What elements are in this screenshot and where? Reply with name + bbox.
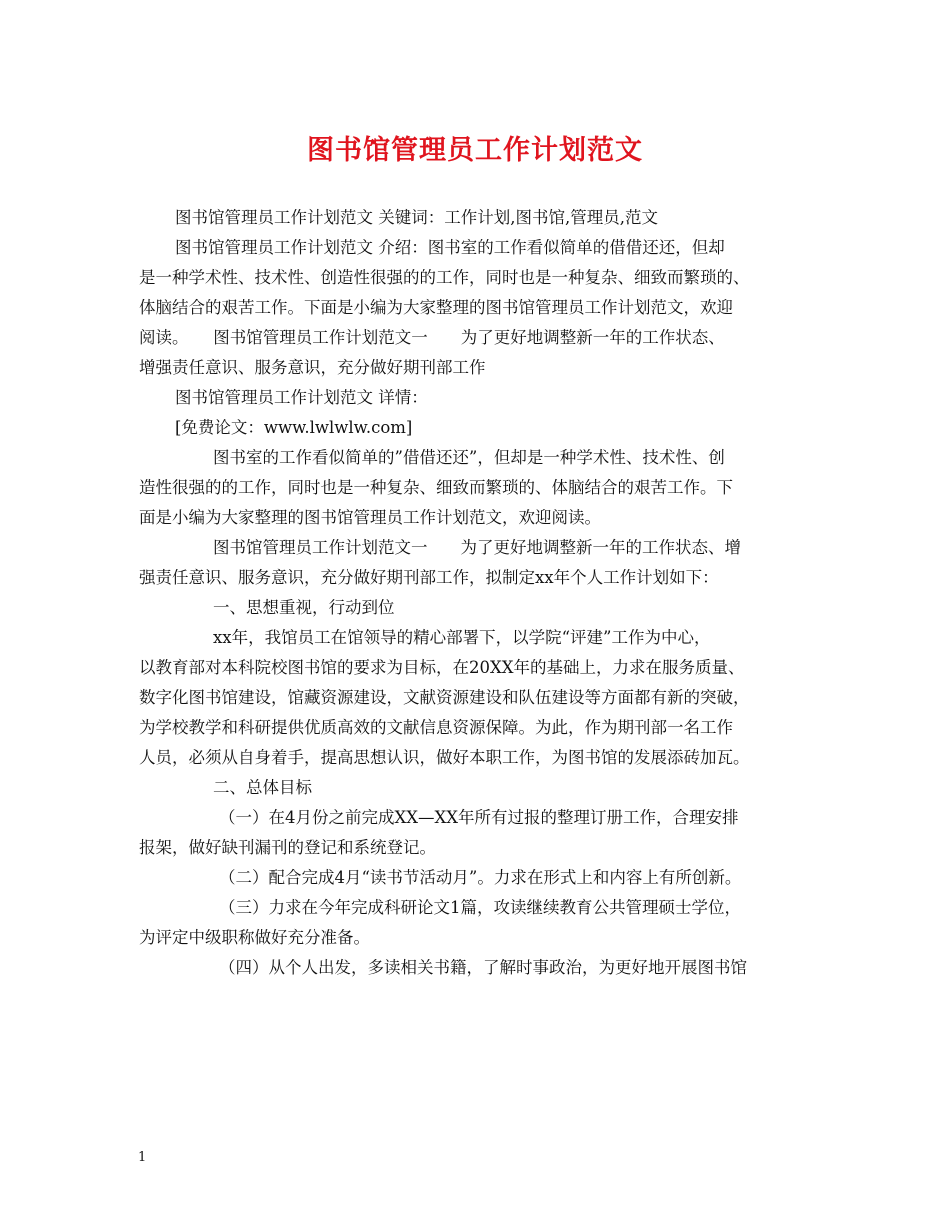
list-item: （一）在4月份之前完成XX—XX年所有过报的整理订册工作，合理安排 xyxy=(219,808,739,827)
section-heading: 二、总体目标 xyxy=(213,778,312,797)
section-heading: 一、思想重视，行动到位 xyxy=(213,598,395,617)
list-item: （二）配合完成4月“读书节活动月”。力求在形式上和内容上有所创新。 xyxy=(219,868,742,887)
body-line: xx年，我馆员工在馆领导的精心部署下，以学院“评建”工作为中心， xyxy=(213,628,711,647)
body-line: 数字化图书馆建设，馆藏资源建设，文献资源建设和队伍建设等方面都有新的突破， xyxy=(139,688,750,707)
list-item: （三）力求在今年完成科研论文1篇，攻读继续教育公共管理硕士学位， xyxy=(219,898,741,917)
document-body xyxy=(139,203,819,983)
keywords-line: 图书馆管理员工作计划范文 关键词：工作计划,图书馆,管理员,范文 xyxy=(175,208,658,227)
body-line: 以教育部对本科院校图书馆的要求为目标，在20XX年的基础上，力求在服务质量、 xyxy=(139,658,745,677)
body-line: 为评定中级职称做好充分准备。 xyxy=(139,928,370,947)
body-line: 为学校教学和科研提供优质高效的文献信息资源保障。为此，作为期刊部一名工作 xyxy=(139,718,733,737)
body-line: 体脑结合的艰苦工作。下面是小编为大家整理的图书馆管理员工作计划范文，欢迎 xyxy=(139,298,733,317)
body-line: 增强责任意识、服务意识，充分做好期刊部工作 xyxy=(139,358,486,377)
body-line: 强责任意识、服务意识，充分做好期刊部工作，拟制定xx年个人工作计划如下： xyxy=(139,568,719,587)
body-line: 面是小编为大家整理的图书馆管理员工作计划范文，欢迎阅读。 xyxy=(139,508,601,527)
page-number: 1 xyxy=(138,1150,147,1165)
body-line: 是一种学术性、技术性、创造性很强的的工作，同时也是一种复杂、细致而繁琐的、 xyxy=(139,268,750,287)
intro-line: 图书馆管理员工作计划范文 介绍：图书室的工作看似简单的借借还还，但却 xyxy=(175,238,725,257)
document-title: 图书馆管理员工作计划范文 xyxy=(307,135,643,166)
source-link-line: [免费论文：www.lwlwlw.com] xyxy=(175,418,413,437)
body-line: 人员，必须从自身着手，提高思想认识，做好本职工作，为图书馆的发展添砖加瓦。 xyxy=(139,748,750,767)
body-line: 图书馆管理员工作计划范文一 为了更好地调整新一年的工作状态、增 xyxy=(213,538,741,557)
body-line: 造性很强的的工作，同时也是一种复杂、细致而繁琐的、体脑结合的艰苦工作。下 xyxy=(139,478,733,497)
details-line: 图书馆管理员工作计划范文 详情： xyxy=(175,388,428,407)
list-item: （四）从个人出发，多读相关书籍，了解时事政治，为更好地开展图书馆 xyxy=(219,958,747,977)
body-line: 报架，做好缺刊漏刊的登记和系统登记。 xyxy=(139,838,436,857)
body-line: 图书室的工作看似简单的”借借还还”，但却是一种学术性、技术性、创 xyxy=(213,448,725,467)
body-line: 阅读。 图书馆管理员工作计划范文一 为了更好地调整新一年的工作状态、 xyxy=(139,328,725,347)
